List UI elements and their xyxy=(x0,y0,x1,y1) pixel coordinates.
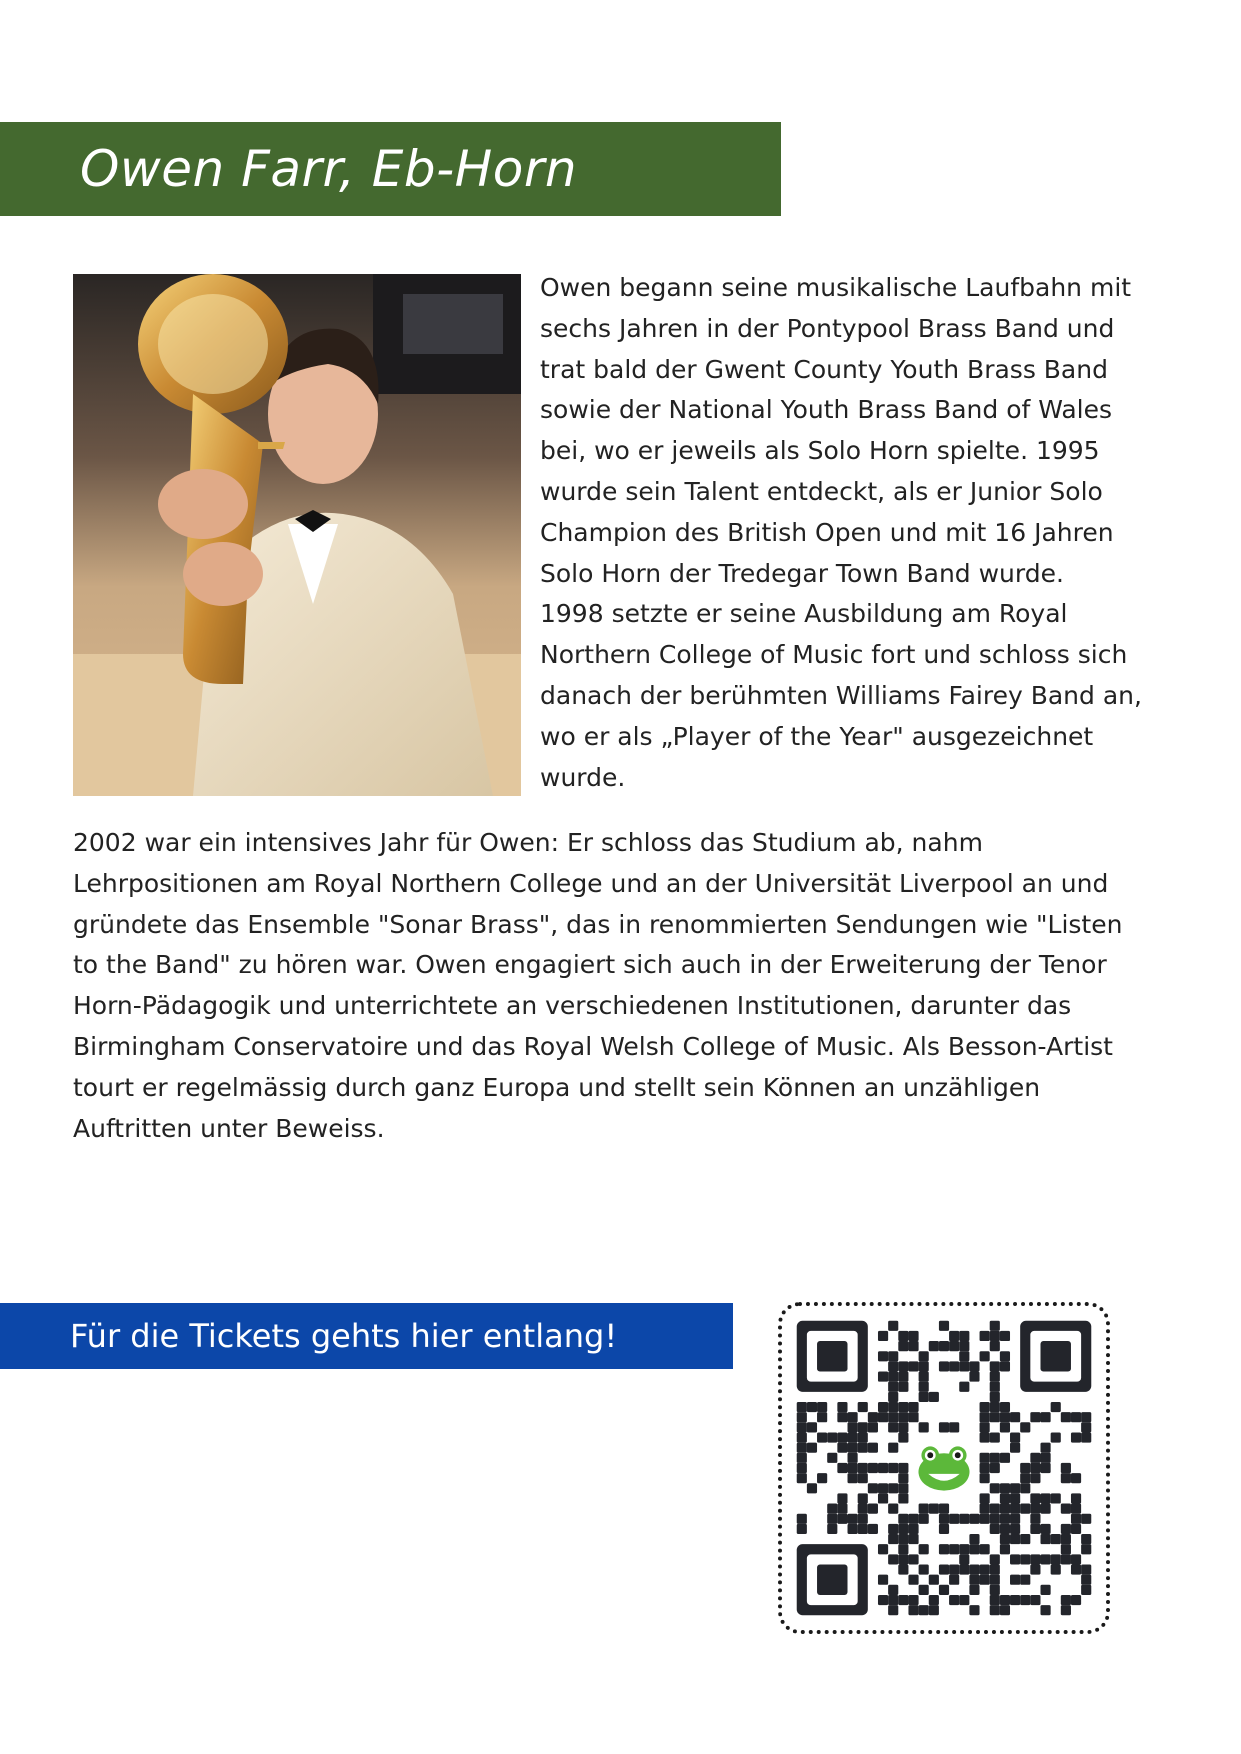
bio-main-line: gründete das Ensemble "Sonar Brass", das in renommierten Sendungen wie "Listen xyxy=(73,909,1123,939)
portrait-photo xyxy=(73,274,521,796)
bio-intro-line: Champion des British Open und mit 16 Jahren xyxy=(540,517,1114,547)
bio-main-line: 2002 war ein intensives Jahr für Owen: Er schloss das Studium ab, nahm xyxy=(73,828,983,857)
bio-main-line: Auftritten unter Beweiss. xyxy=(73,1113,385,1143)
bio-intro-line: Northern College of Music fort und schloss sich xyxy=(540,640,1128,670)
bio-intro-line: sowie der National Youth Brass Band of Wales xyxy=(540,395,1113,425)
bio-intro-line: wurde sein Talent entdeckt, als er Junior Solo xyxy=(540,476,1103,506)
bio-intro-line: Owen begann seine musikalische Laufbahn mit xyxy=(540,273,1132,302)
tickets-label: Für die Tickets gehts hier entlang! xyxy=(70,1317,618,1355)
bio-main-line: Horn-Pädagogik und unterrichtete an verschiedenen Institutionen, darunter das xyxy=(73,991,1072,1021)
tickets-banner xyxy=(0,1303,733,1369)
musician-photo xyxy=(73,274,521,796)
bio-main xyxy=(73,823,1183,1149)
bio-main-line: tourt er regelmässig durch ganz Europa und stellt sein Können an unzähligen xyxy=(73,1072,1041,1102)
bio-intro-line: bei, wo er jeweils als Solo Horn spielte. 1995 xyxy=(540,436,1100,466)
bio-main-line: Lehrpositionen am Royal Northern College und an der Universität Liverpool an und xyxy=(73,868,1109,898)
bio-intro-line: sechs Jahren in der Pontypool Brass Band und xyxy=(540,313,1115,343)
title-banner xyxy=(0,122,781,216)
bio-main-line: Birmingham Conservatoire und das Royal Welsh College of Music. Als Besson-Artist xyxy=(73,1031,1113,1061)
page-title: Owen Farr, Eb-Horn xyxy=(80,140,578,198)
qr-code-icon xyxy=(782,1306,1106,1630)
tickets-qr-code[interactable] xyxy=(778,1302,1110,1634)
bio-intro-line: wurde. xyxy=(540,762,626,792)
bio-intro-line: danach der berühmten Williams Fairey Band an, xyxy=(540,680,1142,710)
bio-intro-line: 1998 setzte er seine Ausbildung am Royal xyxy=(540,599,1068,629)
bio-main-line: to the Band" zu hören war. Owen engagiert sich auch in der Erweiterung der Tenor xyxy=(73,950,1107,980)
bio-intro-line: trat bald der Gwent County Youth Brass Band xyxy=(540,354,1108,384)
bio-intro xyxy=(540,268,1180,798)
bio-intro-line: wo er als „Player of the Year" ausgezeichnet xyxy=(540,721,1094,751)
bio-intro-line: Solo Horn der Tredegar Town Band wurde. xyxy=(540,558,1064,588)
